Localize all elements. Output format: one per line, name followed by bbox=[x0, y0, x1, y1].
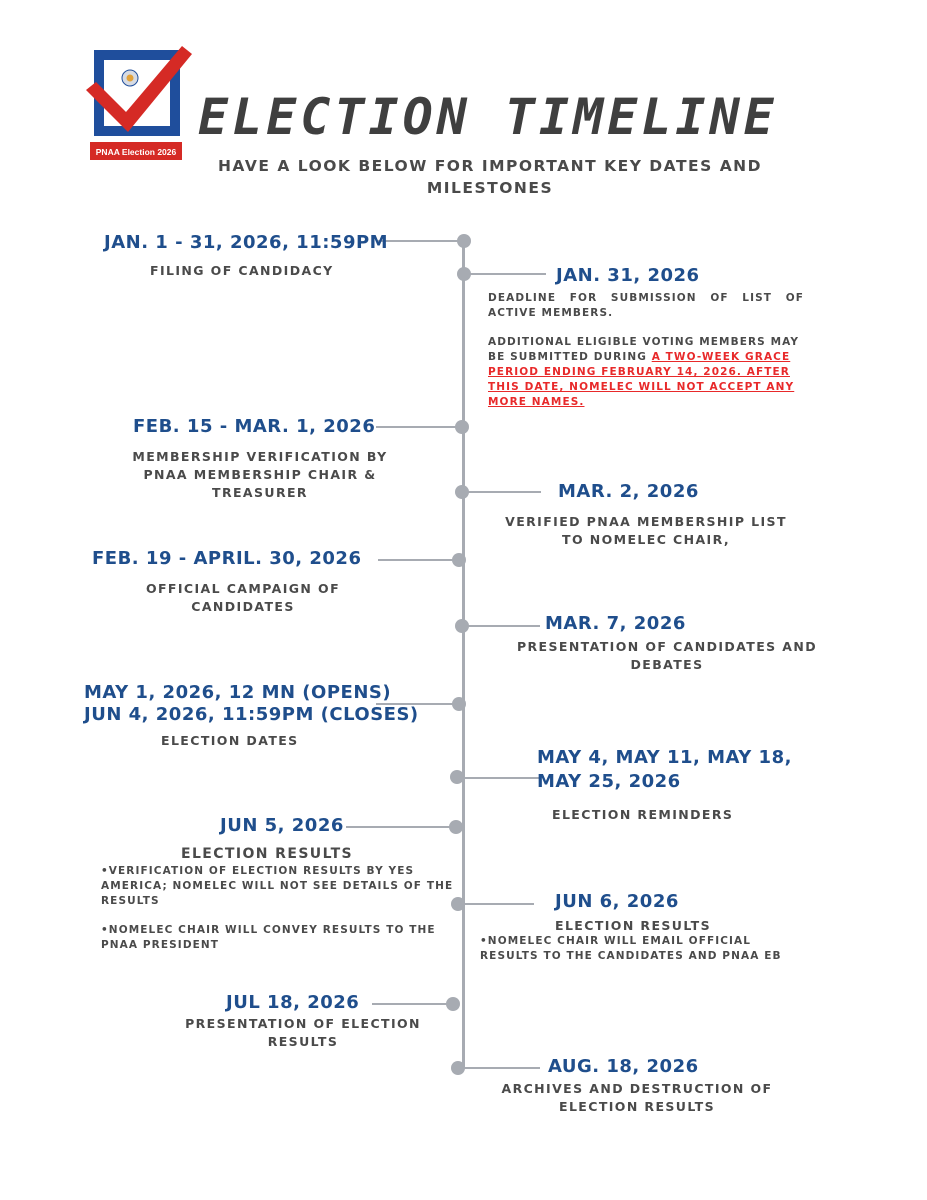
event-date-opens: MAY 1, 2026, 12 MN (OPENS) bbox=[84, 682, 392, 703]
event-date: JAN. 1 - 31, 2026, 11:59PM bbox=[104, 232, 389, 253]
connector bbox=[372, 1003, 457, 1005]
timeline-dot bbox=[450, 770, 464, 784]
event-bullet: •VERIFICATION OF ELECTION RESULTS BY YES AMERICA; NOMELEC WILL NOT SEE DETAILS OF THE RESULTS bbox=[101, 865, 454, 907]
event-date: JUL 18, 2026 bbox=[226, 992, 360, 1013]
timeline-dot bbox=[457, 234, 471, 248]
event-date: JAN. 31, 2026 bbox=[556, 265, 700, 286]
timeline-dot bbox=[457, 267, 471, 281]
connector bbox=[346, 826, 460, 828]
timeline-dot bbox=[451, 897, 465, 911]
connector bbox=[458, 903, 534, 905]
event-date: MAY 4, MAY 11, MAY 18, bbox=[537, 747, 792, 768]
pnaa-election-logo bbox=[86, 46, 194, 170]
timeline-spine bbox=[462, 241, 465, 1069]
connector bbox=[460, 1067, 540, 1069]
event-bullet: •NOMELEC CHAIR WILL CONVEY RESULTS TO THE PNAA PRESIDENT bbox=[101, 924, 436, 951]
event-description: ELECTION RESULTS bbox=[181, 846, 354, 862]
event-bullet: •NOMELEC CHAIR WILL EMAIL OFFICIAL RESULTS TO THE CANDIDATES AND PNAA EB bbox=[480, 935, 782, 962]
event-description: ARCHIVES AND DESTRUCTION OF ELECTION RESULTS bbox=[501, 1081, 773, 1114]
timeline-dot bbox=[452, 697, 466, 711]
event-date: JUN 5, 2026 bbox=[220, 815, 344, 836]
event-description: PRESENTATION OF CANDIDATES AND DEBATES bbox=[516, 639, 818, 672]
event-description: PRESENTATION OF ELECTION RESULTS bbox=[185, 1016, 421, 1049]
page-title: ELECTION TIMELINE bbox=[198, 88, 778, 146]
note-text: ADDITIONAL ELIGIBLE VOTING MEMBERS MAY BE SUBMITTED DURING bbox=[488, 336, 800, 363]
event-description: DEADLINE FOR SUBMISSION OF LIST OF ACTIVE MEMBERS. bbox=[488, 292, 804, 319]
event-description: OFFICIAL CAMPAIGN OF CANDIDATES bbox=[145, 581, 341, 614]
connector bbox=[378, 559, 463, 561]
event-description: ELECTION DATES bbox=[161, 733, 299, 748]
event-date: MAR. 7, 2026 bbox=[545, 613, 686, 634]
logo-caption: PNAA Election 2026 bbox=[95, 147, 177, 157]
timeline-dot bbox=[455, 420, 469, 434]
event-date: MAR. 2, 2026 bbox=[558, 481, 699, 502]
event-date: JUN 6, 2026 bbox=[555, 891, 679, 912]
grace-period-note: A TWO-WEEK GRACE PERIOD ENDING FEBRUARY 14, 2026. AFTER THIS DATE, NOMELEC WILL NOT ACCEPT ANY MORE NAMES. bbox=[488, 351, 795, 408]
event-date: FEB. 19 - APRIL. 30, 2026 bbox=[92, 548, 362, 569]
event-description: FILING OF CANDIDACY bbox=[150, 263, 334, 278]
page-subtitle: HAVE A LOOK BELOW FOR IMPORTANT KEY DATES AND MILESTONES bbox=[217, 157, 763, 197]
connector bbox=[464, 273, 546, 275]
connector bbox=[462, 777, 540, 779]
connector bbox=[462, 625, 540, 627]
event-description: ELECTION RESULTS bbox=[555, 918, 711, 933]
timeline-dot bbox=[446, 997, 460, 1011]
event-note bbox=[488, 335, 804, 410]
event-date: AUG. 18, 2026 bbox=[548, 1056, 699, 1077]
connector bbox=[376, 426, 464, 428]
timeline-dot bbox=[449, 820, 463, 834]
event-description: VERIFIED PNAA MEMBERSHIP LIST TO NOMELEC CHAIR, bbox=[505, 514, 787, 547]
timeline-dot bbox=[455, 485, 469, 499]
connector bbox=[378, 240, 464, 242]
event-date-closes: JUN 4, 2026, 11:59PM (CLOSES) bbox=[84, 704, 419, 725]
event-date: FEB. 15 - MAR. 1, 2026 bbox=[133, 416, 376, 437]
connector bbox=[463, 491, 541, 493]
event-description: ELECTION REMINDERS bbox=[552, 807, 734, 822]
timeline-dot bbox=[455, 619, 469, 633]
event-date: MAY 25, 2026 bbox=[537, 771, 681, 792]
timeline-dot bbox=[451, 1061, 465, 1075]
timeline-dot bbox=[452, 553, 466, 567]
event-description: MEMBERSHIP VERIFICATION BY PNAA MEMBERSHIP CHAIR & TREASURER bbox=[132, 449, 388, 500]
